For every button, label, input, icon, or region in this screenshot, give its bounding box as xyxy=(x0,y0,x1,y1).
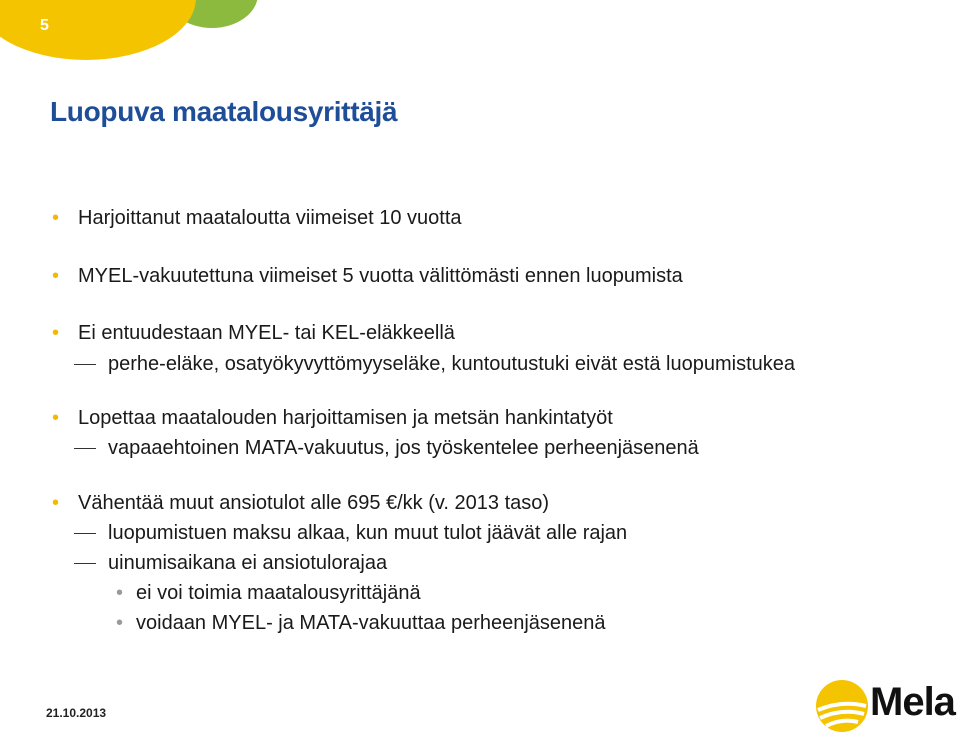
slide-title: Luopuva maatalousyrittäjä xyxy=(50,96,398,127)
sub-bullet-item: luopumistuen maksu alkaa, kun muut tulot jäävät alle rajan xyxy=(108,522,628,544)
bullet-item: • Harjoittanut maataloutta viimeiset 10 vuotta xyxy=(78,206,462,230)
sub-bullet-item: uinumisaikana ei ansiotulorajaa xyxy=(108,552,388,574)
footer-date: 21.10.2013 xyxy=(46,706,107,720)
sub-bullet-item: perhe-eläke, osatyökyvyttömyyseläke, kuntoutustuki eivät estä luopumistukea xyxy=(108,353,796,375)
bullet-item: • MYEL-vakuutettuna viimeiset 5 vuotta välittömästi ennen luopumista xyxy=(78,264,683,288)
bullet-item: • Ei entuudestaan MYEL- tai KEL-eläkkeellä xyxy=(78,321,455,345)
bullet-item: • Lopettaa maatalouden harjoittamisen ja metsän hankintatyöt xyxy=(78,406,613,430)
bullet-item: • Vähentää muut ansiotulot alle 695 €/kk (v. 2013 taso) xyxy=(78,491,549,515)
logo-text: Mela xyxy=(870,680,955,724)
sub-sub-bullet-item: • ei voi toimia maatalousyrittäjänä xyxy=(136,581,421,605)
slide-number: 5 xyxy=(40,17,49,34)
sub-sub-bullet-item: • voidaan MYEL- ja MATA-vakuuttaa perheenjäsenenä xyxy=(136,611,606,635)
sub-bullet-item: vapaaehtoinen MATA-vakuutus, jos työskentelee perheenjäsenenä xyxy=(108,437,699,459)
header-decoration xyxy=(0,0,280,80)
